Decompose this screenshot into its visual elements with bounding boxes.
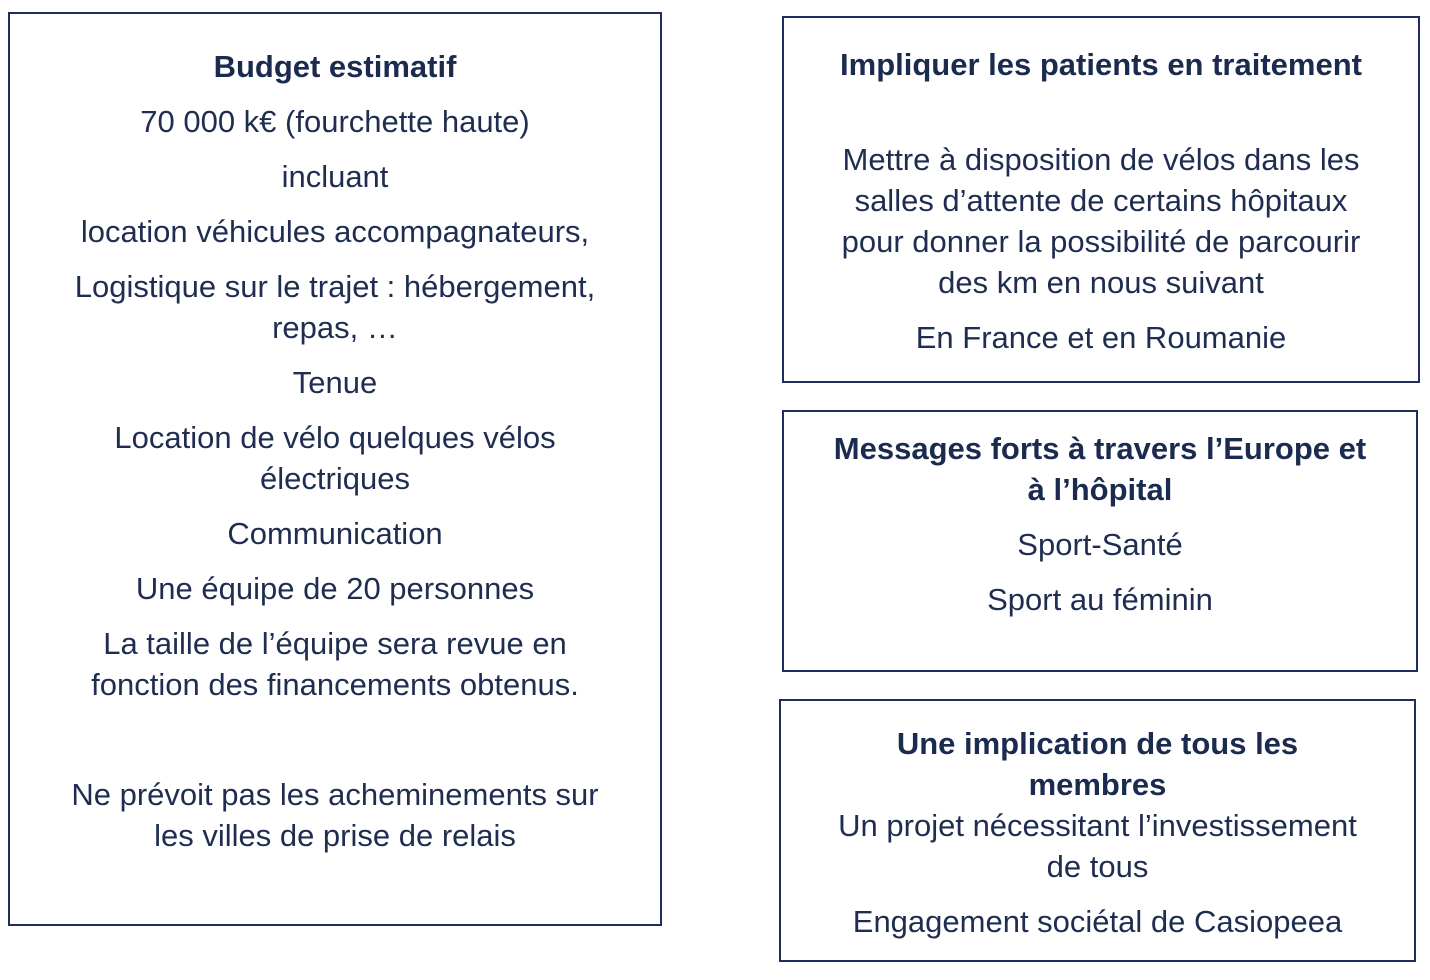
patients-description-line-1: Mettre à disposition de vélos dans les	[842, 142, 1360, 177]
patients-description-line-3: pour donner la possibilité de parcourir	[841, 224, 1361, 259]
messages-women-sport: Sport au féminin	[987, 582, 1213, 617]
members-title-line-2: membres	[1028, 767, 1167, 802]
messages-title-line-1: Messages forts à travers l’Europe et	[833, 431, 1367, 466]
budget-vehicle-rental: location véhicules accompagnateurs,	[80, 214, 590, 249]
members-commitment: Engagement sociétal de Casiopeea	[852, 904, 1343, 939]
budget-spacer	[10, 719, 660, 774]
budget-outfit: Tenue	[292, 365, 378, 400]
budget-amount: 70 000 k€ (fourchette haute)	[140, 104, 530, 139]
messages-title	[784, 428, 1416, 510]
budget-bike-rental	[10, 417, 660, 499]
messages-box	[782, 410, 1418, 672]
members-box	[779, 699, 1416, 962]
budget-logistics	[10, 266, 660, 348]
budget-bike-rental-line-2: électriques	[260, 461, 410, 496]
budget-title: Budget estimatif	[213, 49, 457, 84]
budget-box	[8, 12, 662, 926]
patients-description-line-2: salles d’attente de certains hôpitaux	[854, 183, 1348, 218]
budget-communication: Communication	[227, 516, 443, 551]
budget-logistics-line-2: repas, …	[272, 310, 398, 345]
budget-team-size-line-1: La taille de l’équipe sera revue en	[103, 626, 567, 661]
budget-team: Une équipe de 20 personnes	[135, 571, 535, 606]
members-project-line-1: Un projet nécessitant l’investissement	[838, 808, 1357, 843]
patients-title: Impliquer les patients en traitement	[840, 47, 1362, 82]
members-title-line-1: Une implication de tous les	[896, 726, 1299, 761]
messages-title-line-2: à l’hôpital	[1027, 472, 1173, 507]
budget-including: incluant	[281, 159, 389, 194]
budget-exclusion-line-2: les villes de prise de relais	[154, 818, 516, 853]
patients-countries: En France et en Roumanie	[915, 320, 1287, 355]
members-title	[781, 723, 1414, 805]
budget-logistics-line-1: Logistique sur le trajet : hébergement,	[74, 269, 596, 304]
budget-team-size-note	[10, 623, 660, 705]
budget-bike-rental-line-1: Location de vélo quelques vélos	[114, 420, 556, 455]
patients-description-line-4: des km en nous suivant	[938, 265, 1264, 300]
patients-box	[782, 16, 1420, 383]
budget-exclusion-line-1: Ne prévoit pas les acheminements sur	[71, 777, 599, 812]
budget-exclusion-note	[10, 774, 660, 856]
members-project	[781, 805, 1414, 887]
messages-sport-health: Sport-Santé	[1017, 527, 1183, 562]
members-project-line-2: de tous	[1046, 849, 1149, 884]
budget-team-size-line-2: fonction des financements obtenus.	[91, 667, 579, 702]
patients-description	[784, 139, 1418, 303]
